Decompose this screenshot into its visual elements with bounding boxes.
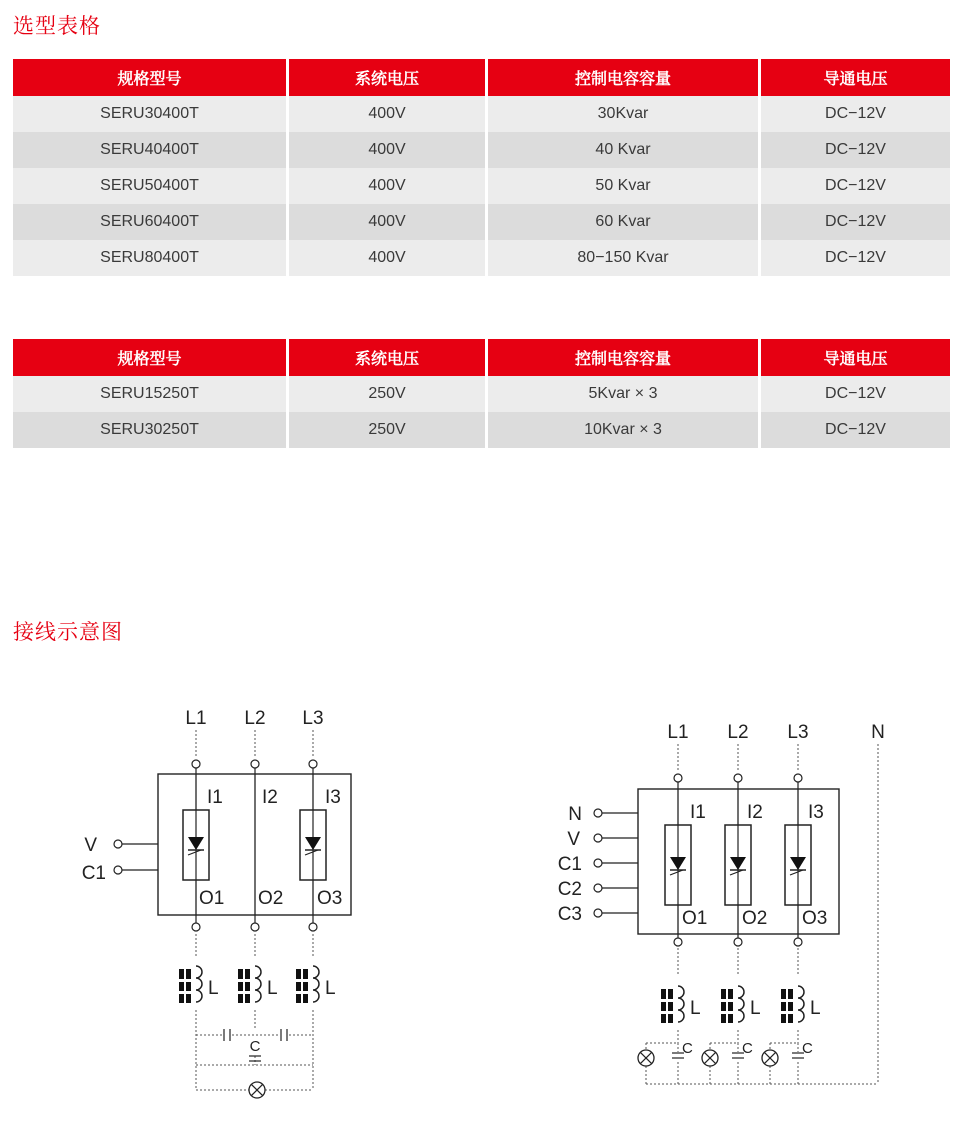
cell-voltage: 400V bbox=[288, 132, 487, 168]
input-label-i1: I1 bbox=[690, 802, 706, 823]
output-label-o3: O3 bbox=[317, 888, 343, 909]
inductor-label: L bbox=[750, 998, 761, 1019]
capacitor-label: C bbox=[802, 1040, 813, 1057]
header-conduct-voltage: 导通电压 bbox=[760, 339, 951, 376]
capacitor-label: C bbox=[742, 1040, 753, 1057]
spec-table-400v bbox=[13, 59, 950, 276]
input-label-i3: I3 bbox=[325, 787, 341, 808]
control-label-c1: C1 bbox=[557, 854, 582, 875]
output-label-o3: O3 bbox=[802, 908, 828, 929]
control-label-n: N bbox=[568, 804, 582, 825]
cell-capacity: 5Kvar × 3 bbox=[487, 376, 760, 412]
thyristor-module-2 bbox=[725, 825, 751, 905]
header-capacity: 控制电容容量 bbox=[487, 339, 760, 376]
control-label-v: V bbox=[84, 835, 97, 856]
cell-model: SERU40400T bbox=[13, 132, 288, 168]
inductor-2 bbox=[721, 986, 744, 1023]
table-row bbox=[13, 168, 950, 204]
header-model: 规格型号 bbox=[13, 339, 288, 376]
header-conduct-voltage: 导通电压 bbox=[760, 59, 951, 96]
output-label-o2: O2 bbox=[742, 908, 768, 929]
header-capacity: 控制电容容量 bbox=[487, 59, 760, 96]
cell-model: SERU50400T bbox=[13, 168, 288, 204]
cell-voltage: 400V bbox=[288, 96, 487, 132]
inductor-1 bbox=[179, 966, 202, 1003]
header-voltage: 系统电压 bbox=[288, 59, 487, 96]
input-label-i2: I2 bbox=[747, 802, 763, 823]
cell-capacity: 40 Kvar bbox=[487, 132, 760, 168]
line-label-l3: L3 bbox=[787, 722, 809, 743]
header-voltage: 系统电压 bbox=[288, 339, 487, 376]
cell-voltage: 400V bbox=[288, 168, 487, 204]
cell-model: SERU30400T bbox=[13, 96, 288, 132]
thyristor-module-1 bbox=[665, 825, 691, 905]
line-label-l2: L2 bbox=[727, 722, 749, 743]
cell-model: SERU30250T bbox=[13, 412, 288, 448]
cell-capacity: 30Kvar bbox=[487, 96, 760, 132]
table-row bbox=[13, 132, 950, 168]
selection-title: 选型表格 bbox=[13, 14, 101, 38]
output-label-o1: O1 bbox=[199, 888, 225, 909]
cell-capacity: 10Kvar × 3 bbox=[487, 412, 760, 448]
table-row bbox=[13, 240, 950, 276]
capacitor-label: C bbox=[682, 1040, 693, 1057]
cell-model: SERU15250T bbox=[13, 376, 288, 412]
cell-voltage: 400V bbox=[288, 204, 487, 240]
lamp-icon bbox=[249, 1082, 265, 1098]
lamp-icon bbox=[762, 1050, 778, 1066]
control-label-c3: C3 bbox=[557, 904, 582, 925]
cell-capacity: 50 Kvar bbox=[487, 168, 760, 204]
table-row bbox=[13, 96, 950, 132]
input-label-i3: I3 bbox=[808, 802, 824, 823]
header-model: 规格型号 bbox=[13, 59, 288, 96]
output-label-o1: O1 bbox=[682, 908, 708, 929]
table-row bbox=[13, 376, 950, 412]
cell-conduct-voltage: DC−12V bbox=[760, 168, 951, 204]
spec-table-250v bbox=[13, 339, 950, 448]
table-header-row bbox=[13, 339, 950, 376]
thyristor-module-3 bbox=[300, 810, 326, 880]
cell-conduct-voltage: DC−12V bbox=[760, 204, 951, 240]
capacitor-label: C bbox=[249, 1038, 261, 1055]
table-header-row bbox=[13, 59, 950, 96]
cell-voltage: 400V bbox=[288, 240, 487, 276]
control-label-c1: C1 bbox=[81, 863, 106, 884]
lamp-icon bbox=[638, 1050, 654, 1066]
table-row bbox=[13, 412, 950, 448]
inductor-3 bbox=[296, 966, 319, 1003]
cell-model: SERU80400T bbox=[13, 240, 288, 276]
cell-conduct-voltage: DC−12V bbox=[760, 412, 951, 448]
thyristor-module-1 bbox=[183, 810, 209, 880]
input-label-i2: I2 bbox=[262, 787, 278, 808]
input-label-i1: I1 bbox=[207, 787, 223, 808]
cell-conduct-voltage: DC−12V bbox=[760, 376, 951, 412]
inductor-label: L bbox=[208, 978, 219, 999]
cell-capacity: 60 Kvar bbox=[487, 204, 760, 240]
table-row bbox=[13, 204, 950, 240]
line-label-l3: L3 bbox=[302, 708, 324, 729]
cell-voltage: 250V bbox=[288, 376, 487, 412]
output-label-o2: O2 bbox=[258, 888, 284, 909]
wiring-title: 接线示意图 bbox=[13, 620, 123, 644]
line-label-l2: L2 bbox=[244, 708, 266, 729]
cell-conduct-voltage: DC−12V bbox=[760, 96, 951, 132]
cell-capacity: 80−150 Kvar bbox=[487, 240, 760, 276]
wiring-diagram-single bbox=[0, 690, 480, 1127]
inductor-label: L bbox=[810, 998, 821, 1019]
cell-voltage: 250V bbox=[288, 412, 487, 448]
neutral-label: N bbox=[871, 722, 885, 743]
lamp-icon bbox=[702, 1050, 718, 1066]
control-label-v: V bbox=[567, 829, 580, 850]
inductor-label: L bbox=[690, 998, 701, 1019]
cell-conduct-voltage: DC−12V bbox=[760, 240, 951, 276]
wiring-diagram-three-phase bbox=[480, 690, 960, 1127]
thyristor-module-3 bbox=[785, 825, 811, 905]
cell-conduct-voltage: DC−12V bbox=[760, 132, 951, 168]
inductor-2 bbox=[238, 966, 261, 1003]
inductor-3 bbox=[781, 986, 804, 1023]
line-label-l1: L1 bbox=[185, 708, 207, 729]
cell-model: SERU60400T bbox=[13, 204, 288, 240]
inductor-label: L bbox=[325, 978, 336, 999]
line-label-l1: L1 bbox=[667, 722, 689, 743]
inductor-label: L bbox=[267, 978, 278, 999]
control-label-c2: C2 bbox=[557, 879, 582, 900]
inductor-1 bbox=[661, 986, 684, 1023]
